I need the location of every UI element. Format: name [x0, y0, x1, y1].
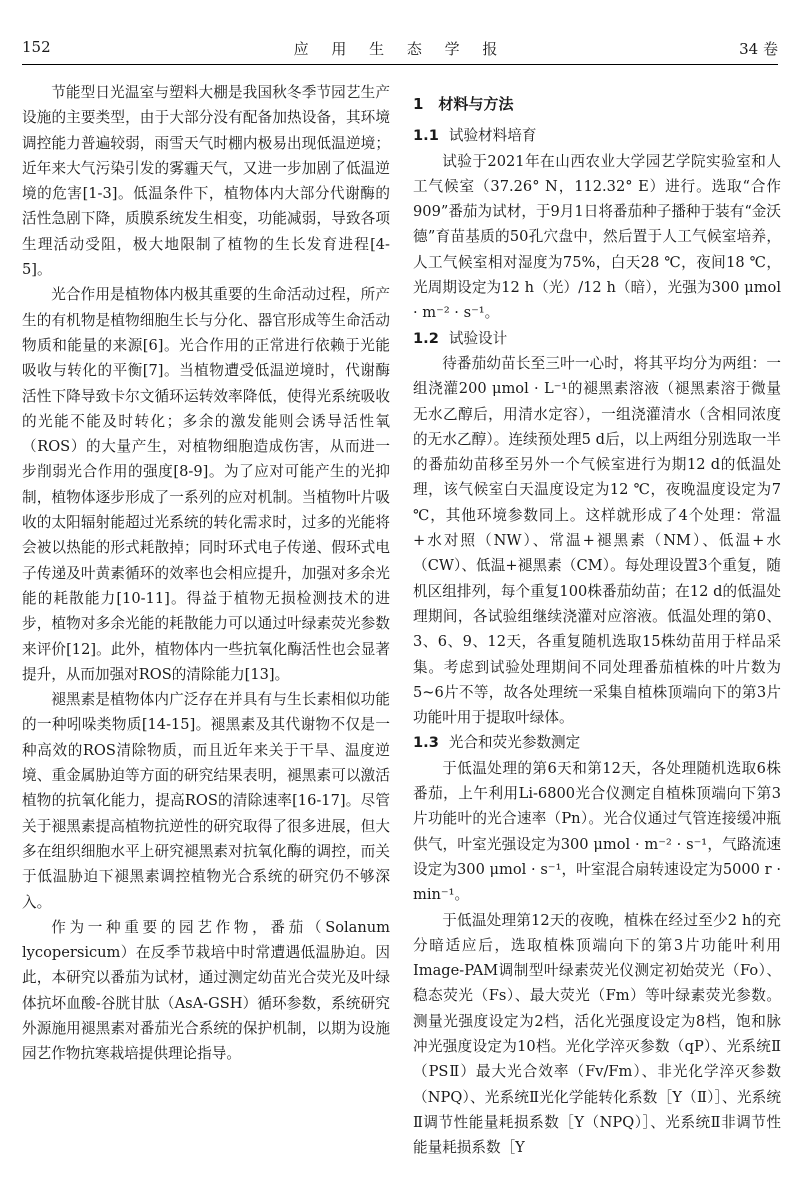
subsection-heading-1-1 [413, 123, 781, 148]
right-column [413, 80, 781, 1160]
subsection-title: 试验设计 [448, 329, 508, 347]
paragraph-1-1: 试验于2021年在山西农业大学园艺学院实验室和人工气候室（37.26° N，112.32° E）进行。选取“合作909”番茄为试材，于9月1日将番茄种子播种于装有“金沃德”育苗基质的50孔穴盘中，然后置于人工气候室培养，人工气候室相对湿度为75%，白天28 ℃，夜间18 ℃，光周期设定为12 h（光）/12 h（暗），光强为300 μmol · m⁻² · s⁻¹。 [413, 152, 781, 322]
intro-paragraph-3: 褪黑素是植物体内广泛存在并具有与生长素相似功能的一种吲哚类物质[14-15]。褪黑素及其代谢物不仅是一种高效的ROS清除物质，而且近年来关于干旱、温度逆境、重金属胁迫等方面的研究结果表明，褪黑素可以激活植物的抗氧化能力，提高ROS的清除速率[16-17]。尽管关于褪黑素提高植物抗逆性的研究取得了很多进展，但大多在组织细胞水平上研究褪黑素对抗氧化酶的调控，而关于低温胁迫下褪黑素调控植物光合系统的研究仍不够深入。 [22, 691, 390, 911]
intro-paragraph-4: 作为一种重要的园艺作物，番茄（Solanum lycopersicum）在反季节栽培中时常遭遇低温胁迫。因此，本研究以番茄为试材，通过测定幼苗光合荧光及叶绿体抗坏血酸-谷胱甘肽（AsA-GSH）循环参数，系统研究外源施用褪黑素对番茄光合系统的保护机制，以期为设施园艺作物抗寒栽培提供理论指导。 [22, 918, 390, 1063]
subsection-title: 试验材料培育 [448, 127, 537, 145]
paragraph-1-3-a: 于低温处理的第6天和第12天，各处理随机选取6株番茄，上午利用Li-6800光合仪测定自植株顶端向下第3片功能叶的光合速率（Pn）。光合仪通过气管连接缓冲瓶供气，叶室光强设定为300 μmol · m⁻² · s⁻¹，气路流速设定为300 μmol · s⁻¹，叶室混合扇转速设定为5000 r · min⁻¹。 [413, 759, 781, 904]
paragraph-1-3-b: 于低温处理第12天的夜晚，植株在经过至少2 h的充分暗适应后，选取植株顶端向下的第3片功能叶利用Image-PAM调制型叶绿素荧光仪测定初始荧光（Fo）、稳态荧光（Fs）、最大荧光（Fm）等叶绿素荧光参数。测量光强度设定为2档，活化光强度设定为8档，饱和脉冲光强度设定为10档。光化学淬灭参数（qP）、光系统Ⅱ（PSⅡ）最大光合效率（Fv/Fm）、非光化学淬灭参数（NPQ）、光系统Ⅱ光化学能转化系数［Y（Ⅱ）］、光系统Ⅱ调节性能量耗损系数［Y（NPQ）］、光系统Ⅱ非调节性能量耗损系数［Y [413, 911, 781, 1157]
subsection-number: 1.2 [413, 329, 439, 347]
intro-paragraph-2: 光合作用是植物体内极其重要的生命活动过程，所产生的有机物是植物细胞生长与分化、器官形成等生命活动物质和能量的来源[6]。光合作用的正常进行依赖于光能吸收与转化的平衡[7]。当植物遭受低温逆境时，代谢酶活性下降导致卡尔文循环运转效率降低，使得光系统吸收的光能不能及时转化；多余的激发能则会诱导活性氧（ROS）的大量产生，对植物细胞造成伤害，从而进一步削弱光合作用的强度[8-9]。为了应对可能产生的光抑制，植物体逐步形成了一系列的应对机制。当植物叶片吸收的太阳辐射能超过光系统的转化需求时，过多的光能将会被以热能的形式耗散掉；同时环式电子传递、假环式电子传递及叶黄素循环的效率也会相应提升，加强对多余光能的耗散能力[10-11]。得益于植物无损检测技术的进步，植物对多余光能的耗散能力可以通过叶绿素荧光参数来评价[12]。此外，植物体内一些抗氧化酶活性也会显著提升，从而加强对ROS的清除能力[13]。 [22, 286, 390, 683]
subsection-number: 1.3 [413, 734, 439, 752]
subsection-number: 1.1 [413, 127, 439, 145]
page-number: 152 [22, 38, 51, 56]
journal-title: 应 用 生 态 学 报 [293, 40, 507, 58]
section-title: 1 材料与方法 [413, 95, 514, 113]
intro-paragraph-1: 节能型日光温室与塑料大棚是我国秋冬季节园艺生产设施的主要类型，由于大部分没有配备加热设备，其环境调控能力普遍较弱，雨雪天气时棚内极易出现低温逆境；近年来大气污染引发的雾霾天气，又进一步加剧了低温逆境的危害[1-3]。低温条件下，植物体内大部分代谢酶的活性急剧下降，质膜系统发生相变，功能减弱，导致各项生理活动受阻，极大地限制了植物的生长发育进程[4-5]。 [22, 84, 390, 279]
subsection-title: 光合和荧光参数测定 [448, 734, 581, 752]
left-column [22, 80, 390, 1067]
volume-label: 34 卷 [739, 40, 778, 58]
subsection-heading-1-3 [413, 730, 781, 755]
paragraph-1-2: 待番茄幼苗长至三叶一心时，将其平均分为两组：一组浇灌200 μmol · L⁻¹的褪黑素溶液（褪黑素溶于微量无水乙醇后，用清水定容），一组浇灌清水（含相同浓度的无水乙醇）。连续预处理5 d后，以上两组分别选取一半的番茄幼苗移至另外一个气候室进行为期12 d的低温处理，该气候室白天温度设定为12 ℃，夜晚温度设定为7 ℃，其他环境参数同上。这样就形成了4个处理：常温+水对照（NW）、常温+褪黑素（NM）、低温+水（CW）、低温+褪黑素（CM）。每处理设置3个重复，随机区组排列，每个重复100株番茄幼苗；在12 d的低温处理期间，各试验组继续浇灌对应溶液。低温处理的第0、3、6、9、12天，各重复随机选取15株幼苗用于样品采集。考虑到试验处理期间不同处理番茄植株的叶片数为5~6片不等，故各处理统一采集自植株顶端向下的第3片功能叶用于提取叶绿体。 [413, 354, 781, 727]
running-header [22, 38, 778, 65]
subsection-heading-1-2 [413, 326, 781, 351]
